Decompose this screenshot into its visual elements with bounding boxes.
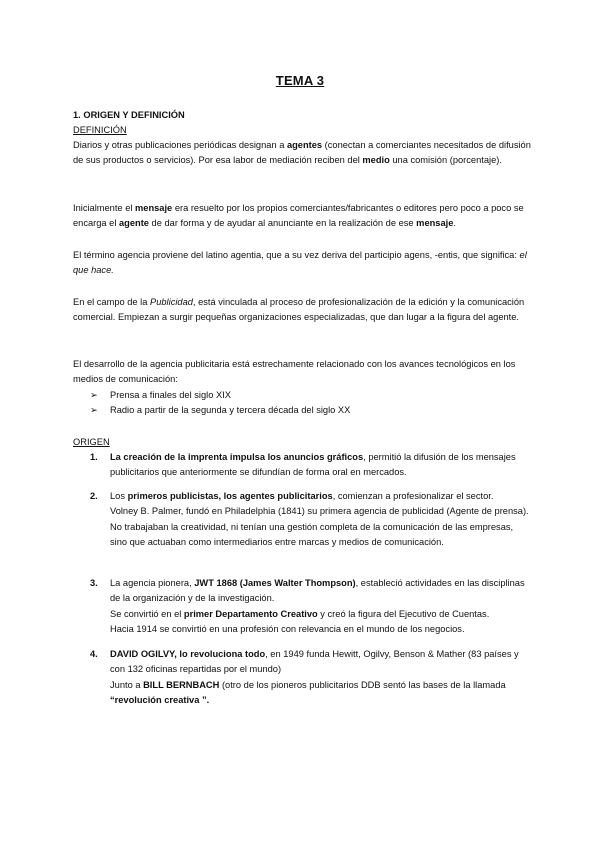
section-heading: 1. ORIGEN Y DEFINICIÓN: [73, 110, 185, 120]
paragraph-mensaje: Inicialmente el mensaje era resuelto por los propios comerciantes/fabricantes o editores pero poco a poco se encarga el agente de dar forma y de ayudar al anunciante en la realización de ese mensaje.: [73, 203, 524, 229]
paragraph-etimologia: El término agencia proviene del latino agentia, que a su vez deriva del participio agens, -entis, que significa: el que hace.: [73, 250, 527, 276]
paragraph-publicidad: En el campo de la Publicidad, está vinculada al proceso de profesionalización de la edición y la comunicación comercial. Empiezan a surgir pequeñas organizaciones especializadas, que dan lugar a la figura del agente.: [73, 297, 525, 323]
page-title: TEMA 3: [275, 73, 325, 88]
list-item: ➢ Radio a partir de la segunda y tercera década del siglo XX: [90, 403, 520, 418]
origen-label: ORIGEN: [73, 437, 110, 447]
arrow-bullet-icon: ➢: [90, 405, 98, 415]
paragraph-agentes: Diarios y otras publicaciones periódicas designan a agentes (conectan a comerciantes necesitados de difusión de sus productos o servicios). Por esa labor de mediación reciben del medio una comisión (porcentaje).: [73, 140, 531, 166]
document-page: TEMA 3 1. ORIGEN Y DEFINICIÓN DEFINICIÓN Diarios y otras publicaciones periódicas designan a agentes (conectan a comerciantes necesitados de difusión de sus productos o servicios). Por esa labor de mediación reciben del medio una comisión (porcentaje). Inicialmente el mensaje era resuelto por los propios comerciantes/fabricantes o editores pero poco a poco se encarga el agente de dar forma y de ayudar al anunciante en la realización de ese mensaje. El término agencia proviene del latino agentia, que a su vez deriva del participio agens, -entis, que significa: el que hace. En el campo de la Publicidad, está vinculada al proceso de profesionalización de la edición y la comunicación comercial. Empiezan a surgir pequeñas organizaciones especializadas, que dan lugar a la figura del agente. El desarrollo de la agencia publicitaria está estrechamente relacionado con los avances tecnológicos en los medios de comunicación: ➢ Prensa a finales del siglo XIX ➢ Radio a partir de la segunda y tercera década del siglo XX ORIGEN 1. La creación de la imprenta impulsa los anuncios gráficos, permitió la difusión de los mensajes publicitarios que anteriormente se difundían de forma oral en mercados. 2. Los primeros publicistas, los agentes publicitarios, comienzan a profesionalizar el sector. Volney B. Palmer, fundó en Philadelphia (1841) su primera agencia de publicidad (Agente de prensa). No trabajaban la creatividad, ni tenían una gestión completa de la comunicación de las empresas, sino que actuaban como intermediarios entre marcas y medios de comunicación. 3. La agencia pionera, JWT 1868 (James Walter Thompson), estableció actividades en las disciplinas de la organización y de la investigación. Se convirtió en el primer Departamento Creativo y creó la figura del Ejecutivo de Cuentas. Hacia 1914 se convirtió en una profesión con relevancia en el mundo de los negocios. 4. DAVID OGILVY, lo revoluciona todo, en 1949 funda Hewitt, Ogilvy, Benson & Mather (83 países y con 132 oficinas repartidas por el mundo) Junto a BILL BERNBACH (otro de los pioneros publicitarios DDB sentó las bases de la llamada “revolución creativa ”.: [0, 0, 600, 848]
paragraph-desarrollo: El desarrollo de la agencia publicitaria está estrechamente relacionado con los avances tecnológicos en los medios de comunicación:: [73, 359, 516, 385]
list-item: ➢ Prensa a finales del siglo XIX: [90, 388, 520, 403]
arrow-bullet-icon: ➢: [90, 390, 98, 400]
definicion-label: DEFINICIÓN: [73, 125, 127, 135]
